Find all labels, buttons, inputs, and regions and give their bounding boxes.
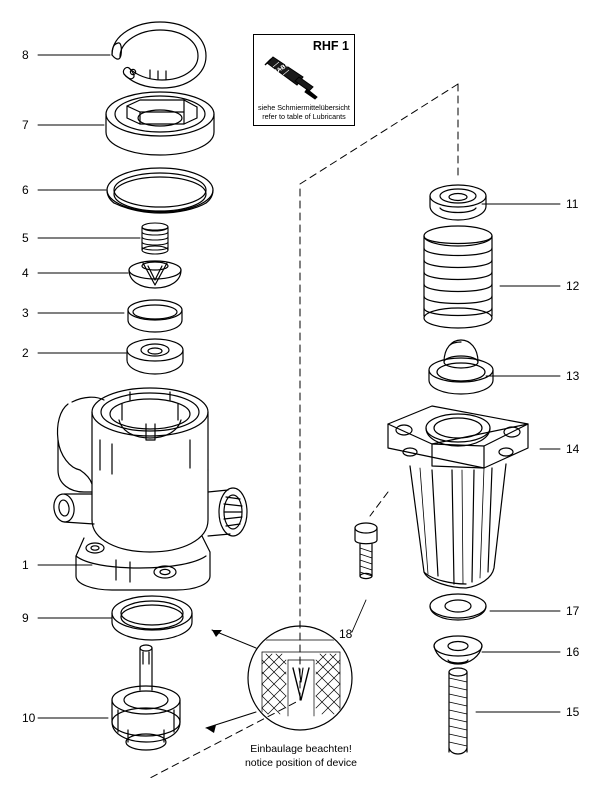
- part-6-gasket-ring: [107, 168, 213, 213]
- detail-section-view: [206, 626, 352, 733]
- part-17-washer: [430, 594, 486, 620]
- callout-1: 1: [22, 558, 29, 572]
- part-4-valve-insert: [129, 261, 181, 288]
- callout-17: 17: [566, 604, 580, 618]
- callout-18: 18: [339, 627, 353, 641]
- part-14-lower-housing: [388, 406, 528, 588]
- callout-12: 12: [566, 279, 580, 293]
- part-16-cup-washer: [434, 636, 482, 664]
- part-8-retaining-ring: [112, 22, 206, 88]
- part-3-disc: [128, 300, 182, 332]
- detail-note-en: notice position of device: [244, 757, 358, 769]
- part-11-upper-seal: [430, 185, 486, 220]
- lubricant-info-box: [253, 34, 355, 126]
- part-13-valve-plug: [429, 340, 493, 394]
- callout-4: 4: [22, 266, 29, 280]
- part-7-cover-cap: [106, 92, 214, 155]
- lubricant-caption-de: siehe Schmiermittelübersicht: [258, 103, 350, 113]
- part-12-main-spring: [424, 226, 492, 328]
- callout-2: 2: [22, 346, 29, 360]
- callout-8: 8: [22, 48, 29, 62]
- callout-16: 16: [566, 645, 580, 659]
- part-2-valve-seat: [127, 339, 183, 374]
- callout-15: 15: [566, 705, 580, 719]
- part-18-bolt: [355, 523, 377, 579]
- part-5-small-spring: [142, 223, 168, 254]
- detail-note-de: Einbaulage beachten!: [250, 743, 352, 755]
- callout-7: 7: [22, 118, 29, 132]
- part-10-plunger: [112, 645, 180, 750]
- part-1-main-housing: [52, 388, 247, 590]
- callout-10: 10: [22, 711, 36, 725]
- part-15-long-screw: [449, 668, 467, 754]
- callout-9: 9: [22, 611, 29, 625]
- callout-6: 6: [22, 183, 29, 197]
- brand-label: WABCO: [271, 58, 296, 78]
- callout-13: 13: [566, 369, 580, 383]
- lubricant-caption-en: refer to table of Lubricants: [262, 112, 346, 122]
- callout-5: 5: [22, 231, 29, 245]
- lubricant-product-label: RHF 1: [312, 39, 349, 53]
- callout-14: 14: [566, 442, 580, 456]
- part-9-seal-ring: [112, 596, 192, 640]
- callout-11: 11: [566, 197, 579, 211]
- callout-3: 3: [22, 306, 29, 320]
